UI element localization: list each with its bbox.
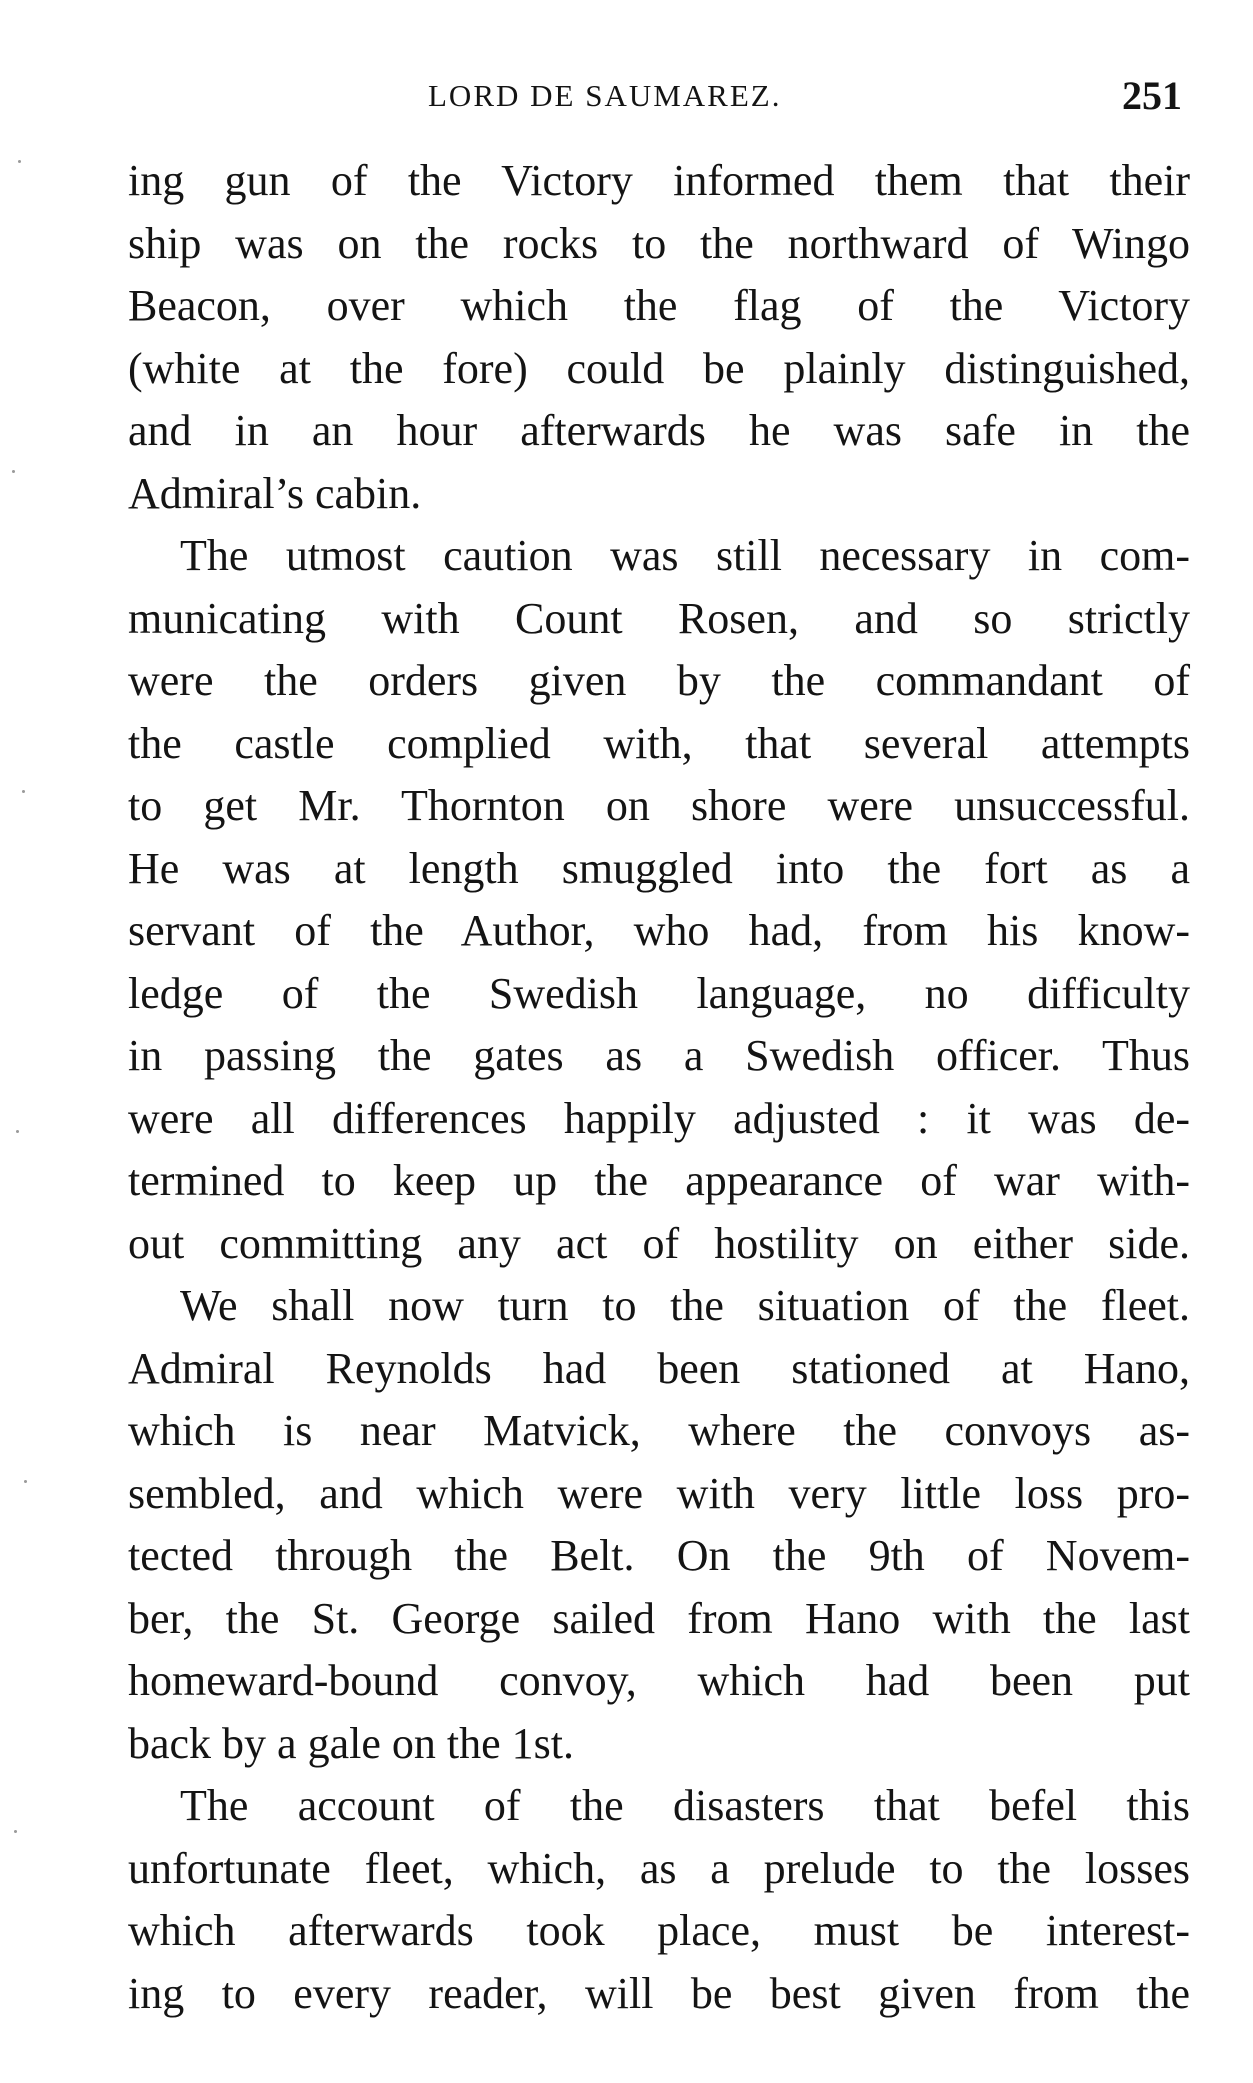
text-line: He was at length smuggled into the fort as a [128, 843, 1190, 893]
text-line: and in an hour afterwards he was safe in the [128, 406, 1190, 455]
paper-speck [16, 1130, 19, 1133]
paper-speck [22, 790, 25, 793]
text-line: unfortunate fleet, which, as a prelude to the losses [128, 1843, 1190, 1893]
text-line: ledge of the Swedish language, no difficulty [128, 968, 1190, 1018]
text-line: sembled, and which were with very little loss pro- [128, 1468, 1190, 1518]
text-line: in passing the gates as a Swedish officer. Thus [128, 1031, 1190, 1080]
text-line: which afterwards took place, must be interest- [128, 1906, 1190, 1955]
text-line: (white at the fore) could be plainly distinguished, [128, 343, 1190, 393]
paragraph-1 [128, 150, 1190, 525]
text-line: The account of the disasters that befel this [180, 1781, 1190, 1830]
text-line: ber, the St. George sailed from Hano with the last [128, 1593, 1190, 1643]
running-head: LORD DE SAUMAREZ. [428, 78, 782, 113]
text-line: were all differences happily adjusted : it was de- [128, 1093, 1190, 1143]
paper-speck [18, 160, 21, 163]
paragraph-2 [128, 525, 1190, 1275]
text-line: We shall now turn to the situation of the fleet. [180, 1281, 1190, 1330]
body-text [128, 150, 1190, 2025]
text-line: Admiral’s cabin. [128, 468, 422, 518]
text-line: tected through the Belt. On the 9th of Novem- [128, 1531, 1190, 1580]
text-line: the castle complied with, that several attempts [128, 718, 1190, 768]
text-line: ing gun of the Victory informed them that their [128, 156, 1190, 205]
text-line: which is near Matvick, where the convoys as- [128, 1406, 1190, 1455]
page-number: 251 [1122, 73, 1182, 118]
paragraph-3 [128, 1275, 1190, 1775]
text-line: ship was on the rocks to the northward of Wingo [128, 218, 1190, 268]
text-line: Admiral Reynolds had been stationed at Hano, [128, 1343, 1190, 1393]
text-line: back by a gale on the 1st. [128, 1718, 574, 1768]
text-line: out committing any act of hostility on either side. [128, 1218, 1190, 1268]
text-line: ing to every reader, will be best given from the [128, 1968, 1190, 2018]
paper-speck [12, 470, 15, 473]
page-header [128, 72, 1190, 122]
text-line: homeward-bound convoy, which had been put [128, 1656, 1190, 1705]
text-line: Beacon, over which the flag of the Victory [128, 281, 1190, 330]
text-line: were the orders given by the commandant of [128, 656, 1190, 705]
paragraph-4 [128, 1775, 1190, 2025]
text-line: servant of the Author, who had, from his know- [128, 906, 1190, 955]
paper-speck [24, 1480, 27, 1483]
text-line: termined to keep up the appearance of war with- [128, 1156, 1190, 1205]
paper-speck [14, 1830, 17, 1833]
text-line: to get Mr. Thornton on shore were unsuccessful. [128, 781, 1190, 830]
text-line: municating with Count Rosen, and so strictly [128, 593, 1190, 643]
text-line: The utmost caution was still necessary in com- [180, 531, 1190, 580]
